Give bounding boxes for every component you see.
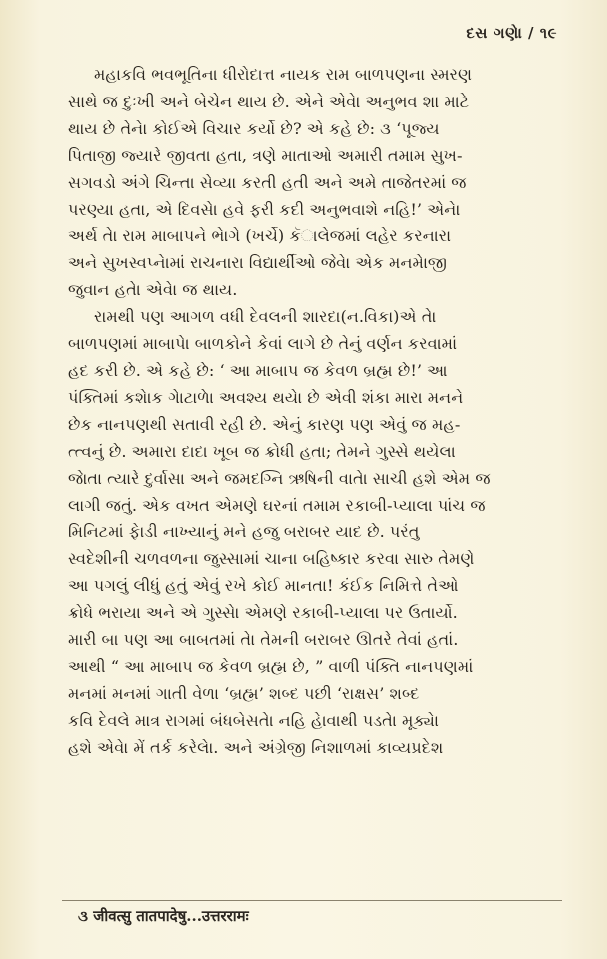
text-line: પરણ્યા હતા, એ દિવસેા હવે ફરી કદી અનુભવાશે નહિ!’ એનેા xyxy=(68,199,461,219)
text-line: હશે એવેા મેં તર્ક કરેલેા. અને અંગ્રેજી નિશાળમાં કાવ્યપ્રદેશ xyxy=(68,737,444,757)
paragraph-1 xyxy=(68,62,568,304)
text-line: કવિ દેવલે માત્ર રાગમાં બંધબેસતેા નહિ હેાવાથી પડતેા મૂક્યેા xyxy=(68,710,439,730)
page-body xyxy=(68,62,568,762)
text-line: સાથે જ દુઃખી અને બેચેન થાય છે. એને એવેા અનુભવ શા માટે xyxy=(68,91,470,111)
text-line: થાય છે તેનેા કોઈએ વિચાર કર્યો છે? એ કહે છે: ૩ ‘પૂજ્ય xyxy=(68,118,440,138)
running-head: દસ ગણેા / ૧૯ xyxy=(466,24,557,42)
text-line: જેાતા ત્યારે દુર્વાસા અને જમદગ્નિ ઋષિની વાતેા સાચી હશે એમ જ xyxy=(68,468,491,488)
text-line: જુવાન હતેા એવેા જ થાય. xyxy=(68,280,238,300)
text-line: બાળપણમાં માબાપેા બાળકોને કેવાં લાગે છે તેનું વર્ણન કરવામાં xyxy=(68,334,458,354)
text-line: લાગી જતું. એક વખત એમણે ઘરનાં તમામ રકાબી-પ્યાલા પાંચ જ xyxy=(68,495,486,515)
text-line: પિતાજી જ્યારે જીવતા હતા, ત્રણે માતાઓ અમારી તમામ સુખ- xyxy=(68,145,463,165)
text-line: મારી બા પણ આ બાબતમાં તેા તેમની બરાબર ઊતરે તેવાં હતાં. xyxy=(68,630,459,650)
footnote: ૩ जीवत्सु तातपादेषु...उत्तररामः xyxy=(78,907,249,925)
text-line: સગવડો અંગે ચિન્તા સેવ્યા કરતી હતી અને અમે તાજેતરમાં જ xyxy=(68,172,467,192)
text-line: મિનિટમાં ફેાડી નાખ્યાનું મને હજુ બરાબર યાદ છે. પરંતુ xyxy=(68,522,420,542)
text-line: સ્વદેશીની ચળવળના જુસ્સામાં ચાના બહિષ્કાર કરવા સારુ તેમણે xyxy=(68,549,475,569)
footnote-divider xyxy=(62,900,562,901)
text-line: મહાકવિ ભવભૂતિના ધીરોદાત્ત નાયક રામ બાળપણના સ્મરણ xyxy=(94,65,473,84)
text-line: અને સુખસ્વપ્નેામાં રાચનારા વિદ્યાર્થીઓ જેવેા એક મનમેાજી xyxy=(68,253,448,273)
paragraph-2 xyxy=(68,304,568,761)
text-line: આ પગલું લીધું હતું એવું રખે કોઈ માનતા! કંઈક નિમિત્તે તેઓ xyxy=(68,576,459,596)
text-line: અર્થ તેા રામ માબાપને ભેાગે (ખર્ચે) કૅાલેજમાં લહેર કરનારા xyxy=(68,226,452,246)
text-line: પંક્તિમાં કશેાક ગેાટાળેા અવશ્ય થયેા છે એવી શંકા મારા મનને xyxy=(68,387,464,407)
text-line: હદ કરી છે. એ કહે છે: ‘ આ માબાપ જ કેવળ બ્રહ્મ છે!’ આ xyxy=(68,360,448,380)
text-line: રામથી પણ આગળ વધી દેવલની શારદા(ન.વિકા)એ તેા xyxy=(94,307,437,327)
text-line: આથી “ આ માબાપ જ કેવળ બ્રહ્મ છે, ” વાળી પંક્તિ નાનપણમાં xyxy=(68,656,474,676)
text-line: છેક નાનપણથી સતાવી રહી છે. એનું કારણ પણ એવું જ મહ- xyxy=(68,414,461,434)
text-line: ક્રોધે ભરાયા અને એ ગુસ્સેા એમણે રકાબી-પ્યાલા પર ઉતાર્યો. xyxy=(68,603,458,623)
text-line: મનમાં મનમાં ગાતી વેળા ‘બ્રહ્મ’ શબ્દ પછી ‘રાક્ષસ’ શબ્દ xyxy=(68,683,420,703)
text-line: ત્ત્વનું છે. અમારા દાદા ખૂબ જ ક્રોધી હતા; તેમને ગુસ્સે થયેલા xyxy=(68,441,456,461)
